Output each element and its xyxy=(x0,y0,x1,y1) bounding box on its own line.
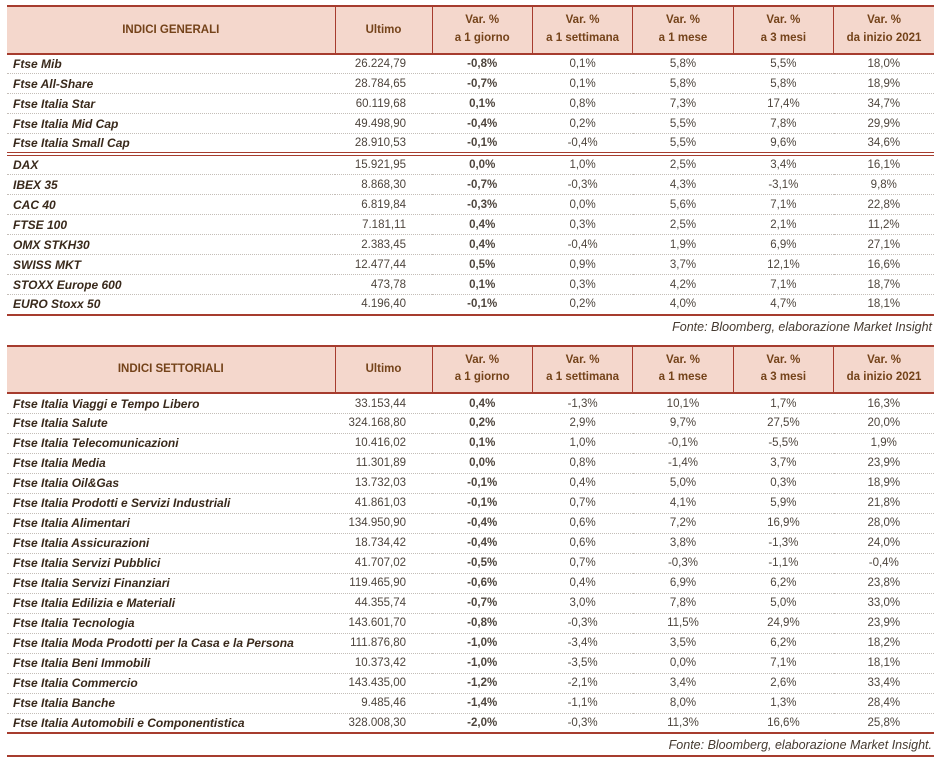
var-value: -0,4% xyxy=(532,235,632,255)
table-row xyxy=(7,553,934,573)
index-name: Ftse Italia Moda Prodotti per la Casa e la Persona xyxy=(7,633,335,653)
var-value: 0,7% xyxy=(532,553,632,573)
ultimo-value: 111.876,80 xyxy=(335,633,432,653)
var-value: 25,8% xyxy=(834,713,934,733)
var-value: 18,1% xyxy=(834,653,934,673)
var-value: 2,5% xyxy=(633,215,733,235)
var-value: -0,5% xyxy=(432,553,532,573)
header-row xyxy=(7,6,934,54)
index-name: Ftse All-Share xyxy=(7,74,335,94)
ultimo-value: 7.181,11 xyxy=(335,215,432,235)
var-value: -5,5% xyxy=(733,433,833,453)
ultimo-value: 28.784,65 xyxy=(335,74,432,94)
ultimo-value: 41.707,02 xyxy=(335,553,432,573)
ultimo-value: 13.732,03 xyxy=(335,473,432,493)
var-value: 18,9% xyxy=(834,473,934,493)
ultimo-value: 9.485,46 xyxy=(335,693,432,713)
var-value: 11,5% xyxy=(633,613,733,633)
var-value: 5,8% xyxy=(633,74,733,94)
var-value: 0,6% xyxy=(532,513,632,533)
var-value: 27,1% xyxy=(834,235,934,255)
var-value: -1,4% xyxy=(633,453,733,473)
var-value: -3,4% xyxy=(532,633,632,653)
var-value: 0,7% xyxy=(532,493,632,513)
var-value: 4,3% xyxy=(633,175,733,195)
ultimo-value: 473,78 xyxy=(335,275,432,295)
var-value: -0,3% xyxy=(532,175,632,195)
var-value: 24,0% xyxy=(834,533,934,553)
table-row xyxy=(7,453,934,473)
table-row xyxy=(7,473,934,493)
ultimo-value: 44.355,74 xyxy=(335,593,432,613)
var-value: 6,9% xyxy=(733,235,833,255)
var-value: 0,4% xyxy=(432,235,532,255)
var-value: 0,1% xyxy=(432,433,532,453)
var-value: 0,0% xyxy=(432,453,532,473)
var-value: 20,0% xyxy=(834,413,934,433)
var-value: 0,4% xyxy=(432,393,532,413)
var-value: 0,4% xyxy=(532,473,632,493)
table-row xyxy=(7,295,934,315)
var-value: -0,1% xyxy=(432,473,532,493)
table-row xyxy=(7,195,934,215)
source-footer: Fonte: Bloomberg, elaborazione Market Insight. xyxy=(668,738,932,753)
var-value: -0,4% xyxy=(432,513,532,533)
ultimo-value: 33.153,44 xyxy=(335,393,432,413)
var-value: 8,0% xyxy=(633,693,733,713)
var-value: 4,7% xyxy=(733,295,833,315)
var-value: 3,4% xyxy=(733,154,833,175)
var-value: 3,7% xyxy=(733,453,833,473)
table-row xyxy=(7,573,934,593)
table-row xyxy=(7,54,934,74)
index-name: Ftse Italia Commercio xyxy=(7,673,335,693)
column-header-var-1-settimana: Var. % a 1 settimana xyxy=(532,346,632,394)
var-value: 0,2% xyxy=(532,295,632,315)
var-value: 6,2% xyxy=(733,633,833,653)
var-value: 0,4% xyxy=(532,573,632,593)
index-name: Ftse Italia Viaggi e Tempo Libero xyxy=(7,393,335,413)
var-value: 3,4% xyxy=(633,673,733,693)
index-name: Ftse Mib xyxy=(7,54,335,74)
var-value: 2,1% xyxy=(733,215,833,235)
var-value: -1,3% xyxy=(532,393,632,413)
var-value: 24,9% xyxy=(733,613,833,633)
table-row xyxy=(7,235,934,255)
var-value: 18,7% xyxy=(834,275,934,295)
table-title: INDICI SETTORIALI xyxy=(7,346,335,394)
var-value: 18,9% xyxy=(834,74,934,94)
var-value: -0,7% xyxy=(432,175,532,195)
var-value: 5,6% xyxy=(633,195,733,215)
index-name: Ftse Italia Beni Immobili xyxy=(7,653,335,673)
var-value: 0,3% xyxy=(532,215,632,235)
var-value: 0,1% xyxy=(532,54,632,74)
index-name: Ftse Italia Oil&Gas xyxy=(7,473,335,493)
var-value: -0,7% xyxy=(432,593,532,613)
var-value: -3,5% xyxy=(532,653,632,673)
index-name: Ftse Italia Small Cap xyxy=(7,134,335,155)
var-value: -0,6% xyxy=(432,573,532,593)
var-value: 5,5% xyxy=(633,134,733,155)
index-name: Ftse Italia Mid Cap xyxy=(7,114,335,134)
var-value: 9,6% xyxy=(733,134,833,155)
var-value: 4,2% xyxy=(633,275,733,295)
table-row xyxy=(7,513,934,533)
var-value: -0,1% xyxy=(432,295,532,315)
var-value: -0,3% xyxy=(633,553,733,573)
var-value: 17,4% xyxy=(733,94,833,114)
var-value: 3,8% xyxy=(633,533,733,553)
var-value: 0,3% xyxy=(532,275,632,295)
column-header-var-1-giorno: Var. % a 1 giorno xyxy=(432,346,532,394)
index-name: EURO Stoxx 50 xyxy=(7,295,335,315)
var-value: 2,9% xyxy=(532,413,632,433)
var-value: 16,3% xyxy=(834,393,934,413)
ultimo-value: 10.373,42 xyxy=(335,653,432,673)
ultimo-value: 143.435,00 xyxy=(335,673,432,693)
var-value: -0,1% xyxy=(633,433,733,453)
index-name: Ftse Italia Banche xyxy=(7,693,335,713)
var-value: 0,1% xyxy=(532,74,632,94)
var-value: 9,7% xyxy=(633,413,733,433)
ultimo-value: 2.383,45 xyxy=(335,235,432,255)
var-value: -1,2% xyxy=(432,673,532,693)
var-value: 0,3% xyxy=(733,473,833,493)
table-title: INDICI GENERALI xyxy=(7,6,335,54)
column-header-var-3-mesi: Var. % a 3 mesi xyxy=(733,6,833,54)
var-value: 7,8% xyxy=(733,114,833,134)
var-value: 4,1% xyxy=(633,493,733,513)
var-value: 7,1% xyxy=(733,275,833,295)
var-value: -1,1% xyxy=(532,693,632,713)
var-value: 7,1% xyxy=(733,195,833,215)
var-value: -0,8% xyxy=(432,613,532,633)
ultimo-value: 119.465,90 xyxy=(335,573,432,593)
table-row xyxy=(7,533,934,553)
index-name: Ftse Italia Star xyxy=(7,94,335,114)
var-value: 0,0% xyxy=(532,195,632,215)
column-header-var-1-mese: Var. % a 1 mese xyxy=(633,346,733,394)
var-value: 1,9% xyxy=(633,235,733,255)
var-value: -0,4% xyxy=(432,114,532,134)
var-value: 7,2% xyxy=(633,513,733,533)
table-row xyxy=(7,653,934,673)
table-row xyxy=(7,94,934,114)
var-value: 27,5% xyxy=(733,413,833,433)
table-row xyxy=(7,114,934,134)
var-value: 0,1% xyxy=(432,94,532,114)
table-row xyxy=(7,673,934,693)
var-value: -0,3% xyxy=(432,195,532,215)
var-value: -3,1% xyxy=(733,175,833,195)
var-value: 1,3% xyxy=(733,693,833,713)
index-name: Ftse Italia Automobili e Componentistica xyxy=(7,713,335,733)
index-name: IBEX 35 xyxy=(7,175,335,195)
table-row xyxy=(7,633,934,653)
var-value: 1,9% xyxy=(834,433,934,453)
var-value: 5,9% xyxy=(733,493,833,513)
var-value: 33,0% xyxy=(834,593,934,613)
var-value: 0,9% xyxy=(532,255,632,275)
index-name: Ftse Italia Alimentari xyxy=(7,513,335,533)
var-value: 11,3% xyxy=(633,713,733,733)
var-value: 3,5% xyxy=(633,633,733,653)
var-value: 0,8% xyxy=(532,94,632,114)
table-row xyxy=(7,175,934,195)
var-value: -0,4% xyxy=(532,134,632,155)
ultimo-value: 41.861,03 xyxy=(335,493,432,513)
table-row xyxy=(7,493,934,513)
ultimo-value: 10.416,02 xyxy=(335,433,432,453)
index-name: Ftse Italia Edilizia e Materiali xyxy=(7,593,335,613)
var-value: -0,4% xyxy=(432,533,532,553)
var-value: 28,0% xyxy=(834,513,934,533)
table-row xyxy=(7,713,934,733)
table-row xyxy=(7,255,934,275)
var-value: 23,8% xyxy=(834,573,934,593)
ultimo-value: 60.119,68 xyxy=(335,94,432,114)
ultimo-value: 328.008,30 xyxy=(335,713,432,733)
var-value: 2,6% xyxy=(733,673,833,693)
var-value: -0,8% xyxy=(432,54,532,74)
var-value: 9,8% xyxy=(834,175,934,195)
var-value: -0,3% xyxy=(532,613,632,633)
table-row xyxy=(7,693,934,713)
var-value: 0,2% xyxy=(532,114,632,134)
index-name: CAC 40 xyxy=(7,195,335,215)
index-name: OMX STKH30 xyxy=(7,235,335,255)
bottom-rule xyxy=(7,755,934,757)
var-value: 16,6% xyxy=(733,713,833,733)
index-name: Ftse Italia Prodotti e Servizi Industriali xyxy=(7,493,335,513)
var-value: 6,2% xyxy=(733,573,833,593)
var-value: 0,4% xyxy=(432,215,532,235)
var-value: 10,1% xyxy=(633,393,733,413)
index-name: Ftse Italia Servizi Finanziari xyxy=(7,573,335,593)
var-value: -0,3% xyxy=(532,713,632,733)
var-value: -0,7% xyxy=(432,74,532,94)
column-header-var-inizio-2021: Var. % da inizio 2021 xyxy=(834,6,934,54)
ultimo-value: 6.819,84 xyxy=(335,195,432,215)
ultimo-value: 11.301,89 xyxy=(335,453,432,473)
var-value: 6,9% xyxy=(633,573,733,593)
index-name: Ftse Italia Assicurazioni xyxy=(7,533,335,553)
var-value: 7,1% xyxy=(733,653,833,673)
var-value: 2,5% xyxy=(633,154,733,175)
var-value: -2,1% xyxy=(532,673,632,693)
indici-generali-table xyxy=(7,5,934,316)
index-name: STOXX Europe 600 xyxy=(7,275,335,295)
ultimo-value: 4.196,40 xyxy=(335,295,432,315)
var-value: 7,3% xyxy=(633,94,733,114)
column-header-var-3-mesi: Var. % a 3 mesi xyxy=(733,346,833,394)
var-value: -1,3% xyxy=(733,533,833,553)
table-row xyxy=(7,215,934,235)
var-value: -2,0% xyxy=(432,713,532,733)
table-row xyxy=(7,593,934,613)
index-name: FTSE 100 xyxy=(7,215,335,235)
var-value: 3,0% xyxy=(532,593,632,613)
ultimo-value: 143.601,70 xyxy=(335,613,432,633)
ultimo-value: 28.910,53 xyxy=(335,134,432,155)
column-header-ultimo: Ultimo xyxy=(335,6,432,54)
var-value: 34,6% xyxy=(834,134,934,155)
var-value: 0,0% xyxy=(432,154,532,175)
column-header-var-1-mese: Var. % a 1 mese xyxy=(633,6,733,54)
var-value: 16,1% xyxy=(834,154,934,175)
index-name: Ftse Italia Media xyxy=(7,453,335,473)
var-value: 1,7% xyxy=(733,393,833,413)
table-row xyxy=(7,74,934,94)
var-value: 5,8% xyxy=(633,54,733,74)
table-row xyxy=(7,154,934,175)
column-header-var-1-giorno: Var. % a 1 giorno xyxy=(432,6,532,54)
var-value: 5,5% xyxy=(733,54,833,74)
var-value: 33,4% xyxy=(834,673,934,693)
var-value: 28,4% xyxy=(834,693,934,713)
ultimo-value: 12.477,44 xyxy=(335,255,432,275)
ultimo-value: 8.868,30 xyxy=(335,175,432,195)
var-value: 1,0% xyxy=(532,154,632,175)
var-value: 18,0% xyxy=(834,54,934,74)
table-row xyxy=(7,275,934,295)
var-value: 23,9% xyxy=(834,453,934,473)
var-value: 29,9% xyxy=(834,114,934,134)
header-row xyxy=(7,346,934,394)
ultimo-value: 324.168,80 xyxy=(335,413,432,433)
var-value: -1,0% xyxy=(432,653,532,673)
var-value: -1,0% xyxy=(432,633,532,653)
var-value: 34,7% xyxy=(834,94,934,114)
ultimo-value: 26.224,79 xyxy=(335,54,432,74)
var-value: -1,4% xyxy=(432,693,532,713)
index-name: Ftse Italia Telecomunicazioni xyxy=(7,433,335,453)
column-header-var-inizio-2021: Var. % da inizio 2021 xyxy=(834,346,934,394)
var-value: 16,6% xyxy=(834,255,934,275)
table-row xyxy=(7,393,934,413)
table-row xyxy=(7,613,934,633)
var-value: 3,7% xyxy=(633,255,733,275)
var-value: 5,0% xyxy=(633,473,733,493)
var-value: 4,0% xyxy=(633,295,733,315)
var-value: 18,2% xyxy=(834,633,934,653)
ultimo-value: 18.734,42 xyxy=(335,533,432,553)
table-row xyxy=(7,134,934,155)
var-value: 5,0% xyxy=(733,593,833,613)
var-value: 23,9% xyxy=(834,613,934,633)
index-name: Ftse Italia Salute xyxy=(7,413,335,433)
table-row xyxy=(7,413,934,433)
var-value: 0,6% xyxy=(532,533,632,553)
var-value: 18,1% xyxy=(834,295,934,315)
var-value: 12,1% xyxy=(733,255,833,275)
table-row xyxy=(7,433,934,453)
indici-settoriali-table xyxy=(7,345,934,735)
var-value: 21,8% xyxy=(834,493,934,513)
index-name: Ftse Italia Tecnologia xyxy=(7,613,335,633)
var-value: 0,1% xyxy=(432,275,532,295)
ultimo-value: 15.921,95 xyxy=(335,154,432,175)
index-name: Ftse Italia Servizi Pubblici xyxy=(7,553,335,573)
column-header-var-1-settimana: Var. % a 1 settimana xyxy=(532,6,632,54)
var-value: 0,2% xyxy=(432,413,532,433)
var-value: 0,5% xyxy=(432,255,532,275)
var-value: 22,8% xyxy=(834,195,934,215)
var-value: 16,9% xyxy=(733,513,833,533)
var-value: 11,2% xyxy=(834,215,934,235)
ultimo-value: 49.498,90 xyxy=(335,114,432,134)
var-value: 7,8% xyxy=(633,593,733,613)
column-header-ultimo: Ultimo xyxy=(335,346,432,394)
ultimo-value: 134.950,90 xyxy=(335,513,432,533)
var-value: -1,1% xyxy=(733,553,833,573)
var-value: 5,8% xyxy=(733,74,833,94)
var-value: 0,0% xyxy=(633,653,733,673)
var-value: -0,4% xyxy=(834,553,934,573)
var-value: -0,1% xyxy=(432,134,532,155)
var-value: 5,5% xyxy=(633,114,733,134)
index-name: DAX xyxy=(7,154,335,175)
index-name: SWISS MKT xyxy=(7,255,335,275)
source-footer: Fonte: Bloomberg, elaborazione Market Insight xyxy=(672,319,932,334)
var-value: 0,8% xyxy=(532,453,632,473)
var-value: -0,1% xyxy=(432,493,532,513)
var-value: 1,0% xyxy=(532,433,632,453)
